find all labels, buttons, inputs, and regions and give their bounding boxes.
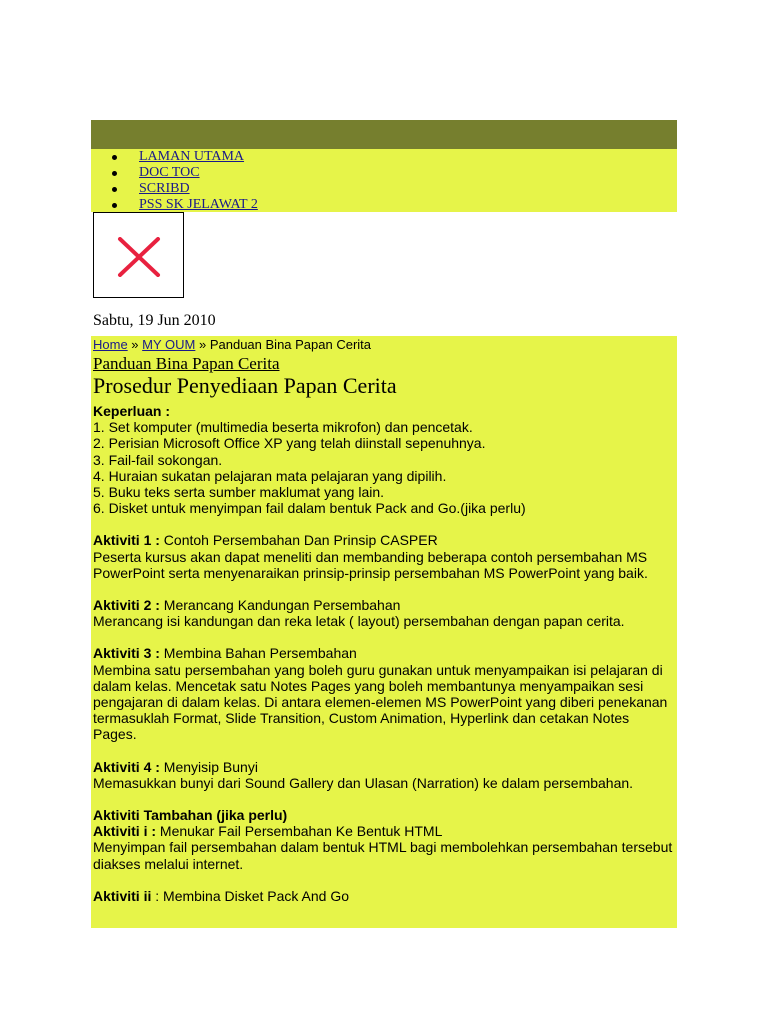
nav-link-scribd[interactable]: SCRIBD xyxy=(139,181,190,196)
nav-menu xyxy=(91,149,677,212)
aktiviti-ii-title: : Membina Disket Pack And Go xyxy=(151,887,349,904)
nav-item-doc-toc xyxy=(91,165,677,181)
bullet-icon xyxy=(112,155,117,160)
aktiviti-2-title: Merancang Kandungan Persembahan xyxy=(159,597,401,614)
broken-image xyxy=(93,212,184,298)
nav-link-doc-toc[interactable]: DOC TOC xyxy=(139,165,200,180)
nav-item-scribd xyxy=(91,181,677,197)
section-aktiviti-1 xyxy=(93,532,674,581)
breadcrumb-home-link[interactable]: Home xyxy=(93,337,128,352)
aktiviti-4-text: Memasukkan bunyi dari Sound Gallery dan Ulasan (Narration) ke dalam persembahan. xyxy=(93,774,634,791)
bullet-icon xyxy=(112,203,117,208)
breadcrumb xyxy=(93,337,674,353)
aktiviti-2-text: Merancang isi kandungan dan reka letak ( layout) persembahan dengan papan cerita. xyxy=(93,613,625,630)
post-heading: Prosedur Penyediaan Papan Cerita xyxy=(93,373,397,398)
bullet-icon xyxy=(112,187,117,192)
nav-item-pss-sk-jelawat xyxy=(91,197,677,213)
post-content xyxy=(91,336,677,928)
aktiviti-1-text: Peserta kursus akan dapat meneliti dan membanding beberapa contoh persembahan MS PowerPoint serta menyenaraikan prinsip-prinsip persembahan MS PowerPoint yang baik. xyxy=(93,548,648,581)
nav-item-laman-utama xyxy=(91,149,677,165)
section-aktiviti-3 xyxy=(93,645,674,742)
breadcrumb-current: Panduan Bina Papan Cerita xyxy=(209,337,372,352)
post-body xyxy=(93,403,674,904)
aktiviti-ii-label: Aktiviti ii xyxy=(93,887,152,904)
aktiviti-3-label: Aktiviti 3 : xyxy=(93,645,160,662)
post-date: Sabtu, 19 Jun 2010 xyxy=(93,312,216,329)
aktiviti-2-label: Aktiviti 2 : xyxy=(93,597,160,614)
nav-link-pss-sk-jelawat[interactable]: PSS SK JELAWAT 2 xyxy=(139,197,258,212)
aktiviti-3-text: Membina satu persembahan yang boleh guru gunakan untuk menyampaikan isi pelajaran di dalam kelas. Mencetak satu Notes Pages yang boleh membantunya menyampaikan sesi pengajaran di dalam kelas. Di antara elemen-elemen MS PowerPoint yang diberi penekanan termasuklah Format, Slide Transition, Custom Animation, Hyperlink dan cetakan Notes Pages. xyxy=(93,661,668,743)
keperluan-item: 6. Disket untuk menyimpan fail dalam bentuk Pack and Go.(jika perlu) xyxy=(93,500,526,517)
broken-image-x-icon xyxy=(117,237,161,277)
aktiviti-i-text: Menyimpan fail persembahan dalam bentuk HTML bagi membolehkan persembahan tersebut diakses melalui internet. xyxy=(93,839,673,872)
nav-link-laman-utama[interactable]: LAMAN UTAMA xyxy=(139,149,245,164)
section-keperluan xyxy=(93,403,674,516)
keperluan-label: Keperluan : xyxy=(93,403,171,419)
section-aktiviti-2 xyxy=(93,597,674,629)
keperluan-item: 2. Perisian Microsoft Office XP yang telah diinstall sepenuhnya. xyxy=(93,435,486,452)
keperluan-item: 1. Set komputer (multimedia beserta mikrofon) dan pencetak. xyxy=(93,419,473,436)
breadcrumb-separator: » xyxy=(195,337,210,352)
keperluan-item: 3. Fail-fail sokongan. xyxy=(93,451,223,468)
aktiviti-1-title: Contoh Persembahan Dan Prinsip CASPER xyxy=(159,532,438,549)
bullet-icon xyxy=(112,171,117,176)
section-aktiviti-ii xyxy=(93,888,674,904)
keperluan-item: 4. Huraian sukatan pelajaran mata pelajaran yang dipilih. xyxy=(93,467,447,484)
post-title-link[interactable]: Panduan Bina Papan Cerita xyxy=(93,354,280,373)
header-bar xyxy=(91,120,677,149)
aktiviti-tambahan-label: Aktiviti Tambahan (jika perlu) xyxy=(93,807,288,824)
aktiviti-4-title: Menyisip Bunyi xyxy=(159,758,258,775)
keperluan-item: 5. Buku teks serta sumber maklumat yang lain. xyxy=(93,484,385,501)
section-aktiviti-tambahan xyxy=(93,807,674,872)
aktiviti-3-title: Membina Bahan Persembahan xyxy=(159,645,357,662)
breadcrumb-separator: » xyxy=(127,337,143,352)
aktiviti-i-title: Menukar Fail Persembahan Ke Bentuk HTML xyxy=(156,823,443,840)
aktiviti-4-label: Aktiviti 4 : xyxy=(93,758,160,775)
aktiviti-1-label: Aktiviti 1 : xyxy=(93,532,160,549)
breadcrumb-category-link[interactable]: MY OUM xyxy=(142,337,196,352)
section-aktiviti-4 xyxy=(93,759,674,791)
aktiviti-i-label: Aktiviti i : xyxy=(93,823,157,840)
